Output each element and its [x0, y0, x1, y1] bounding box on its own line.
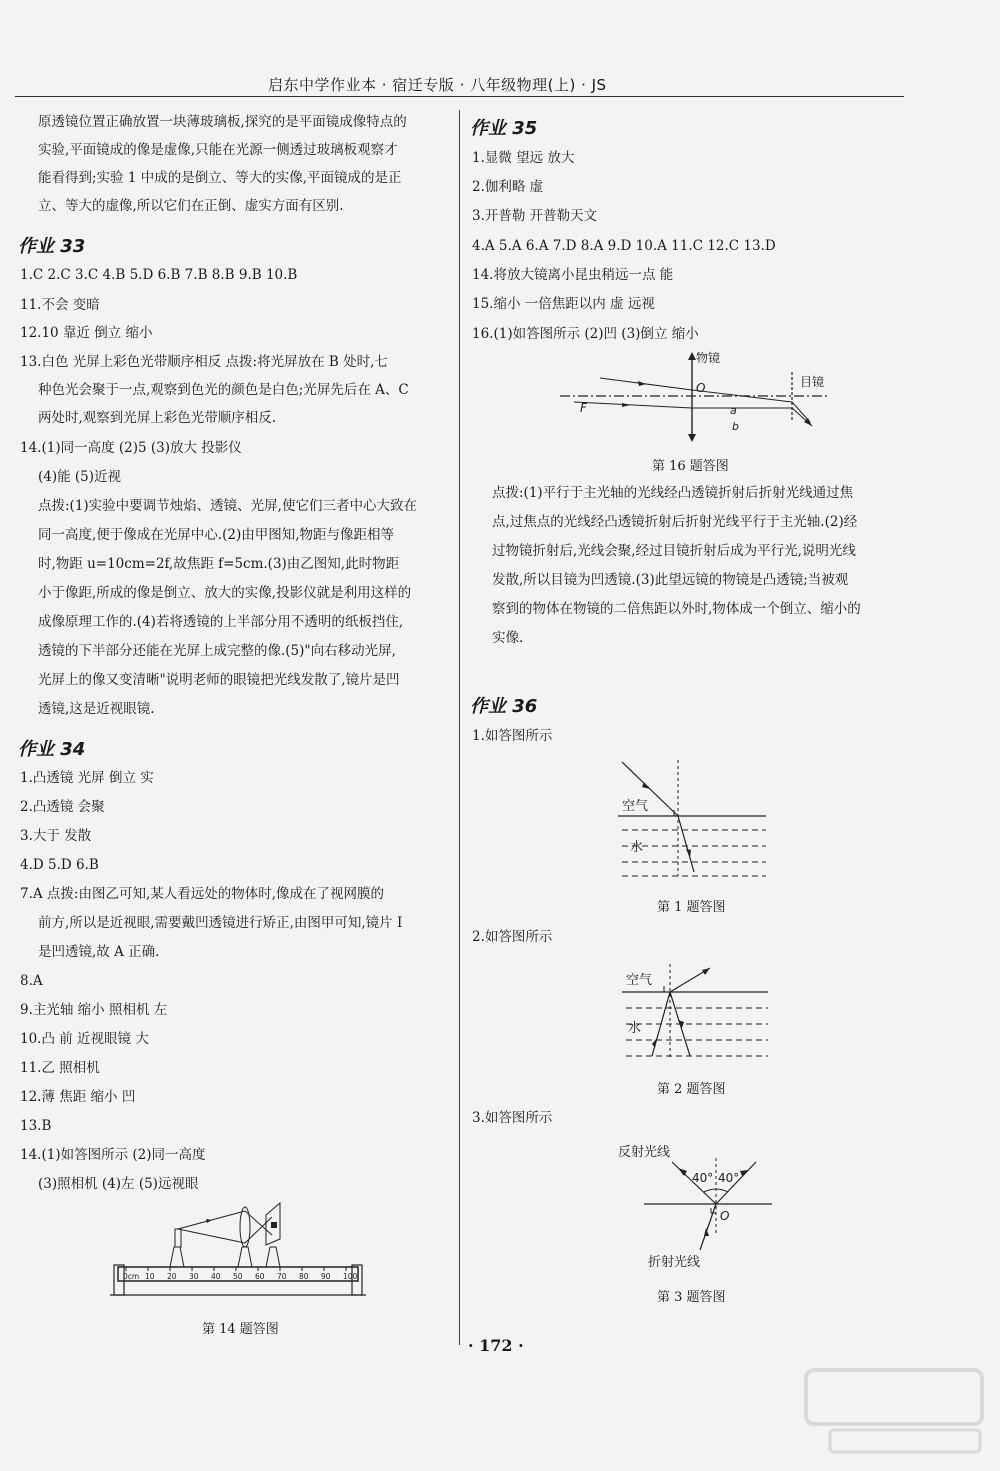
hw35-line: 16.(1)如答图所示 (2)凹 (3)倒立 缩小 — [472, 326, 699, 342]
figure-14-optical-bench — [108, 1195, 368, 1305]
hw35-line: 1.显微 望远 放大 — [472, 150, 575, 166]
fig3-O-label: O — [720, 1209, 730, 1223]
fig3-angle1-label: 40° — [692, 1171, 714, 1185]
fig3-reflected-label: 反射光线 — [618, 1145, 671, 1160]
hw36-title: 作业 36 — [470, 696, 538, 717]
intro-line: 能看得到;实验 1 中成的是倒立、等大的实像,平面镜成的是正 — [38, 170, 402, 186]
ruler-tick-label: 20 — [167, 1272, 177, 1281]
hw33-line: 14.(1)同一高度 (2)5 (3)放大 投影仪 — [20, 440, 242, 456]
hw34-line: 2.凸透镜 会聚 — [20, 799, 105, 815]
fig16-F-label: F — [580, 401, 587, 415]
hw35-line: 3.开普勒 开普勒天文 — [472, 208, 598, 224]
hw33-note: 光屏上的像又变清晰"说明老师的眼镜把光线发散了,镜片是凹 — [38, 672, 400, 688]
ruler-tick-label: 90 — [321, 1272, 331, 1281]
hw34-line: 8.A — [20, 973, 43, 989]
fig1-water-label: 水 — [630, 840, 644, 855]
hw33-note: 成像原理工作的.(4)若将透镜的上半部分用不透明的纸板挡住, — [38, 614, 404, 630]
hw34-title: 作业 34 — [18, 739, 86, 760]
hw34-line: 14.(1)如答图所示 (2)同一高度 — [20, 1147, 206, 1163]
hw34-line: 3.大于 发散 — [20, 828, 92, 844]
fig16-O-label: O — [696, 381, 706, 395]
watermark-logo — [800, 1360, 990, 1460]
header-title: 启东中学作业本 · 宿迁专版 · 八年级物理(上) · JS — [268, 76, 607, 94]
hw35-note: 察到的物体在物镜的二倍焦距以外时,物体成一个倒立、缩小的 — [492, 601, 861, 617]
ruler-tick-label: 60 — [255, 1272, 265, 1281]
intro-line: 实验,平面镜成的像是虚像,只能在光源一侧透过玻璃板观察才 — [38, 142, 398, 158]
fig2-air-label: 空气 — [626, 973, 653, 988]
ruler-tick-label: 10 — [145, 1272, 155, 1281]
hw34-line: 前方,所以是近视眼,需要戴凹透镜进行矫正,由图甲可知,镜片 Ⅰ — [38, 915, 403, 931]
page-number: · 172 · — [468, 1336, 524, 1355]
figure-16-telescope — [560, 350, 840, 445]
figure-14-caption: 第 14 题答图 — [202, 1322, 279, 1337]
figure-1-refraction — [618, 758, 770, 878]
hw34-line: 13.B — [20, 1118, 52, 1134]
hw34-line: 9.主光轴 缩小 照相机 左 — [20, 1002, 168, 1018]
hw33-line: 两处时,观察到光屏上彩色光带顺序相反. — [38, 410, 277, 426]
fig16-b-label: b — [732, 420, 739, 433]
ruler-tick-label: 30 — [189, 1272, 199, 1281]
ruler-tick-label: 0cm — [123, 1272, 140, 1281]
hw35-title: 作业 35 — [470, 118, 538, 139]
hw35-note: 发散,所以目镜为凹透镜.(3)此望远镜的物镜是凸透镜;当被观 — [492, 572, 849, 588]
hw33-note: 时,物距 u=10cm=2f,故焦距 f=5cm.(3)由乙图知,此时物距 — [38, 556, 400, 572]
hw35-note: 实像. — [492, 630, 524, 646]
hw33-line: 11.不会 变暗 — [20, 297, 100, 313]
hw36-q2: 2.如答图所示 — [472, 929, 553, 945]
hw34-line: 7.A 点拨:由图乙可知,某人看远处的物体时,像成在了视网膜的 — [20, 886, 385, 902]
hw33-note: 透镜的下半部分还能在光屏上成完整的像.(5)"向右移动光屏, — [38, 643, 396, 659]
header-rule — [15, 96, 904, 97]
hw35-note: 点,过焦点的光线经凸透镜折射后折射光线平行于主光轴.(2)经 — [492, 514, 858, 530]
hw35-line: 14.将放大镜离小昆虫稍远一点 能 — [472, 267, 674, 283]
hw33-note: 小于像距,所成的像是倒立、放大的实像,投影仪就是利用这样的 — [38, 585, 412, 601]
figure-3-reflection-refraction — [616, 1138, 776, 1278]
hw34-line: 10.凸 前 近视眼镜 大 — [20, 1031, 149, 1047]
hw35-line: 15.缩小 一倍焦距以内 虚 远视 — [472, 296, 655, 312]
hw34-line: (3)照相机 (4)左 (5)远视眼 — [38, 1176, 199, 1192]
hw33-line: 1.C 2.C 3.C 4.B 5.D 6.B 7.B 8.B 9.B 10.B — [20, 267, 298, 283]
page-header — [0, 74, 1000, 94]
hw33-line: 12.10 靠近 倒立 缩小 — [20, 325, 153, 341]
figure-1-caption: 第 1 题答图 — [657, 900, 726, 915]
hw34-line: 1.凸透镜 光屏 倒立 实 — [20, 770, 154, 786]
hw33-line: 13.白色 光屏上彩色光带顺序相反 点拨:将光屏放在 B 处时,七 — [20, 354, 388, 370]
fig16-a-label: a — [730, 404, 737, 417]
figure-16-caption: 第 16 题答图 — [652, 459, 729, 474]
hw36-q1: 1.如答图所示 — [472, 728, 553, 744]
column-divider — [459, 110, 460, 1345]
hw34-line: 11.乙 照相机 — [20, 1060, 100, 1076]
hw35-note: 过物镜折射后,光线会聚,经过目镜折射后成为平行光,说明光线 — [492, 543, 856, 559]
ruler-tick-label: 40 — [211, 1272, 221, 1281]
fig1-air-label: 空气 — [622, 799, 649, 814]
hw34-line: 4.D 5.D 6.B — [20, 857, 99, 873]
hw35-line: 4.A 5.A 6.A 7.D 8.A 9.D 10.A 11.C 12.C 13.D — [472, 238, 776, 254]
figure-2-refraction — [622, 962, 772, 1062]
fig16-objective-label: 物镜 — [696, 351, 721, 365]
hw35-note: 点拨:(1)平行于主光轴的光线经凸透镜折射后折射光线通过焦 — [492, 485, 854, 501]
hw33-line: (4)能 (5)近视 — [38, 469, 122, 485]
hw34-line: 12.薄 焦距 缩小 凹 — [20, 1089, 136, 1105]
hw33-note: 同一高度,便于像成在光屏中心.(2)由甲图知,物距与像距相等 — [38, 527, 394, 543]
ruler-tick-label: 50 — [233, 1272, 243, 1281]
ruler-tick-label: 80 — [299, 1272, 309, 1281]
hw33-line: 种色光会聚于一点,观察到色光的颜色是白色;光屏先后在 A、C — [38, 382, 409, 398]
hw34-line: 是凹透镜,故 A 正确. — [38, 944, 160, 960]
fig16-eyepiece-label: 目镜 — [800, 375, 825, 389]
fig3-refracted-label: 折射光线 — [648, 1255, 701, 1270]
hw33-note: 透镜,这是近视眼镜. — [38, 701, 155, 717]
hw33-title: 作业 33 — [18, 236, 86, 257]
figure-3-caption: 第 3 题答图 — [657, 1290, 726, 1305]
hw33-note: 点拨:(1)实验中要调节烛焰、透镜、光屏,使它们三者中心大致在 — [38, 498, 417, 514]
fig3-angle2-label: 40° — [718, 1171, 740, 1185]
intro-line: 原透镜位置正确放置一块薄玻璃板,探究的是平面镜成像特点的 — [38, 114, 407, 130]
hw35-line: 2.伽利略 虚 — [472, 179, 544, 195]
fig2-water-label: 水 — [628, 1021, 642, 1036]
ruler-tick-label: 100 — [343, 1272, 358, 1281]
hw36-q3: 3.如答图所示 — [472, 1110, 553, 1126]
ruler-tick-label: 70 — [277, 1272, 287, 1281]
intro-line: 立、等大的虚像,所以它们在正倒、虚实方面有区别. — [38, 198, 344, 214]
figure-2-caption: 第 2 题答图 — [657, 1082, 726, 1097]
